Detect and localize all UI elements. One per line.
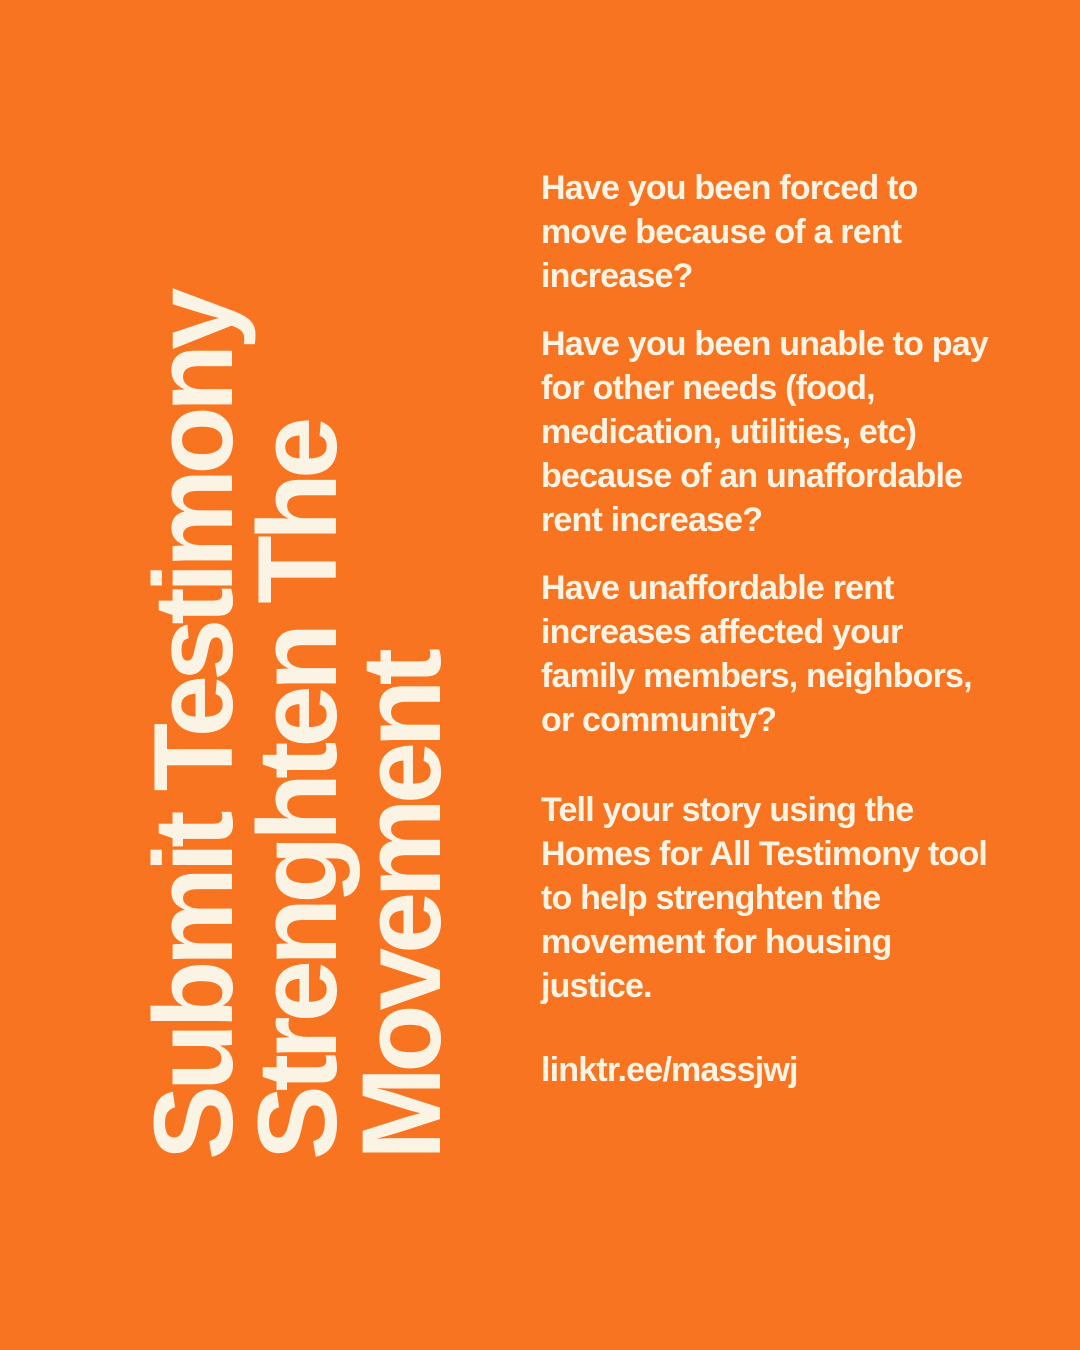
headline-line-3: Movement xyxy=(339,654,464,1160)
linktree-link[interactable]: linktr.ee/massjwj xyxy=(541,1051,798,1089)
call-to-action: Tell your story using the Homes for All Testimony tool to help strenghten the movement for housing justice. xyxy=(541,791,988,1005)
question-unable-to-pay: Have you been unable to pay for other needs (food, medication, utilities, etc) because of an unaffordable rent increase? xyxy=(541,325,988,539)
question-forced-to-move: Have you been forced to move because of a rent increase? xyxy=(541,169,918,295)
question-community-affected: Have unaffordable rent increases affected your family members, neighbors, or community? xyxy=(541,569,972,739)
body-column xyxy=(541,166,1001,1092)
headline-line-1: Submit Testimony xyxy=(131,293,256,1160)
vertical-headline xyxy=(131,200,464,1160)
headline-line-2: Strenghten The xyxy=(235,422,360,1160)
